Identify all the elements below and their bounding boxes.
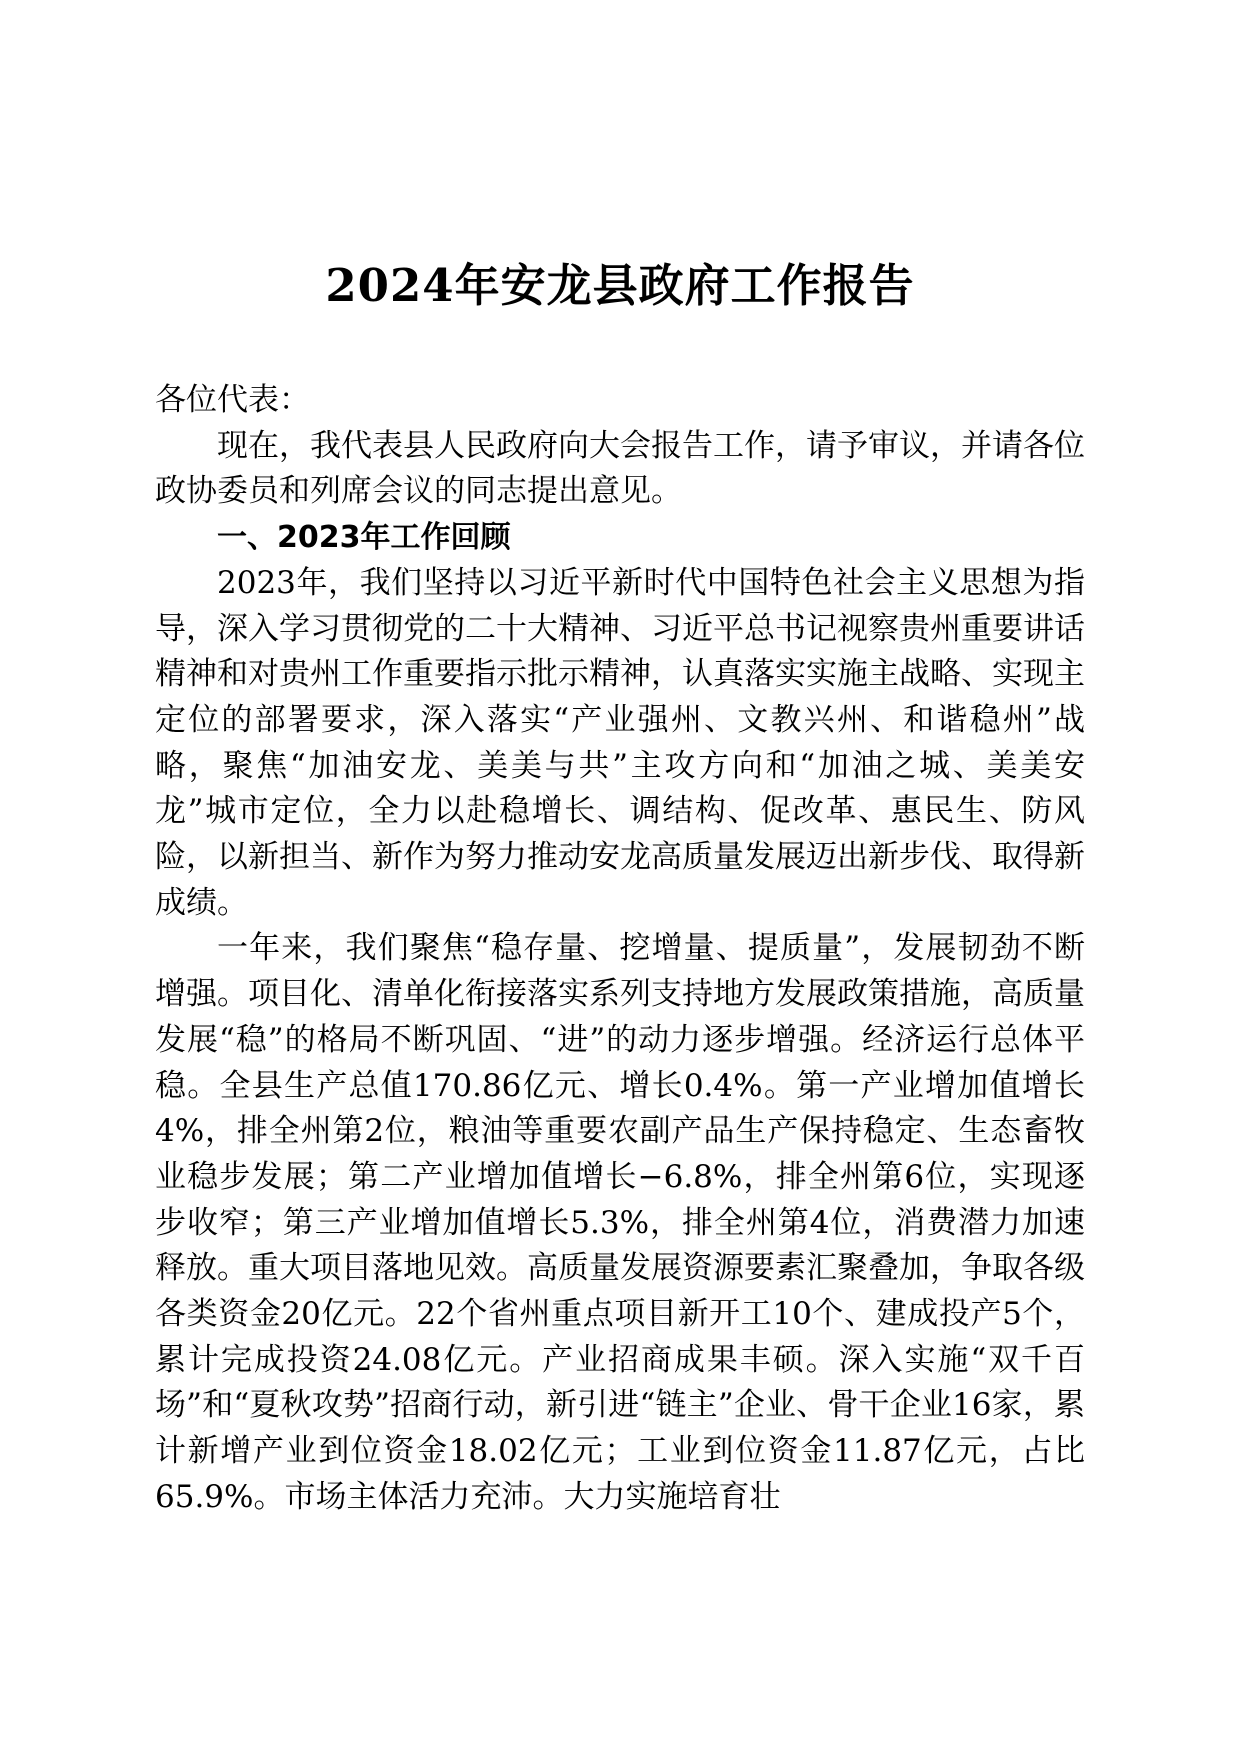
intro-paragraph: 现在，我代表县人民政府向大会报告工作，请予审议，并请各位政协委员和列席会议的同志提出意见。 (155, 427, 1085, 510)
paragraph-2: 一年来，我们聚焦“稳存量、挖增量、提质量”，发展韧劲不断增强。项目化、清单化衔接落实系列支持地方发展政策措施，高质量发展“稳”的格局不断巩固、“进”的动力逐步增强。经济运行总体平稳。全县生产总值170.86亿元、增长0.4%。第一产业增加值增长4%，排全州第2位，粮油等重要农副产品生产保持稳定、生态畜牧业稳步发展；第二产业增加值增长−6.8%，排全州第6位，实现逐步收窄；第三产业增加值增长5.3%，排全州第4位，消费潜力加速释放。重大项目落地见效。高质量发展资源要素汇聚叠加，争取各级各类资金20亿元。22个省州重点项目新开工10个、建成投产5个，累计完成投资24.08亿元。产业招商成果丰硕。深入实施“双千百场”和“夏秋攻势”招商行动，新引进“链主”企业、骨干企业16家，累计新增产业到位资金18.02亿元；工业到位资金11.87亿元，占比65.9%。市场主体活力充沛。大力实施培育壮 (155, 930, 1085, 1515)
paragraph-1: 2023年，我们坚持以习近平新时代中国特色社会主义思想为指导，深入学习贯彻党的二十大精神、习近平总书记视察贵州重要讲话精神和对贵州工作重要指示批示精神，认真落实实施主战略、实现主定位的部署要求，深入落实“产业强州、文教兴州、和谐稳州”战略，聚焦“加油安龙、美美与共”主攻方向和“加油之城、美美安龙”城市定位，全力以赴稳增长、调结构、促改革、惠民生、防风险，以新担当、新作为努力推动安龙高质量发展迈出新步伐、取得新成绩。 (155, 564, 1085, 921)
salutation: 各位代表： (155, 382, 310, 418)
document-body (155, 378, 1085, 1521)
document-title: 2024年安龙县政府工作报告 (325, 259, 915, 312)
section-heading: 一、2023年工作回顾 (217, 520, 511, 556)
